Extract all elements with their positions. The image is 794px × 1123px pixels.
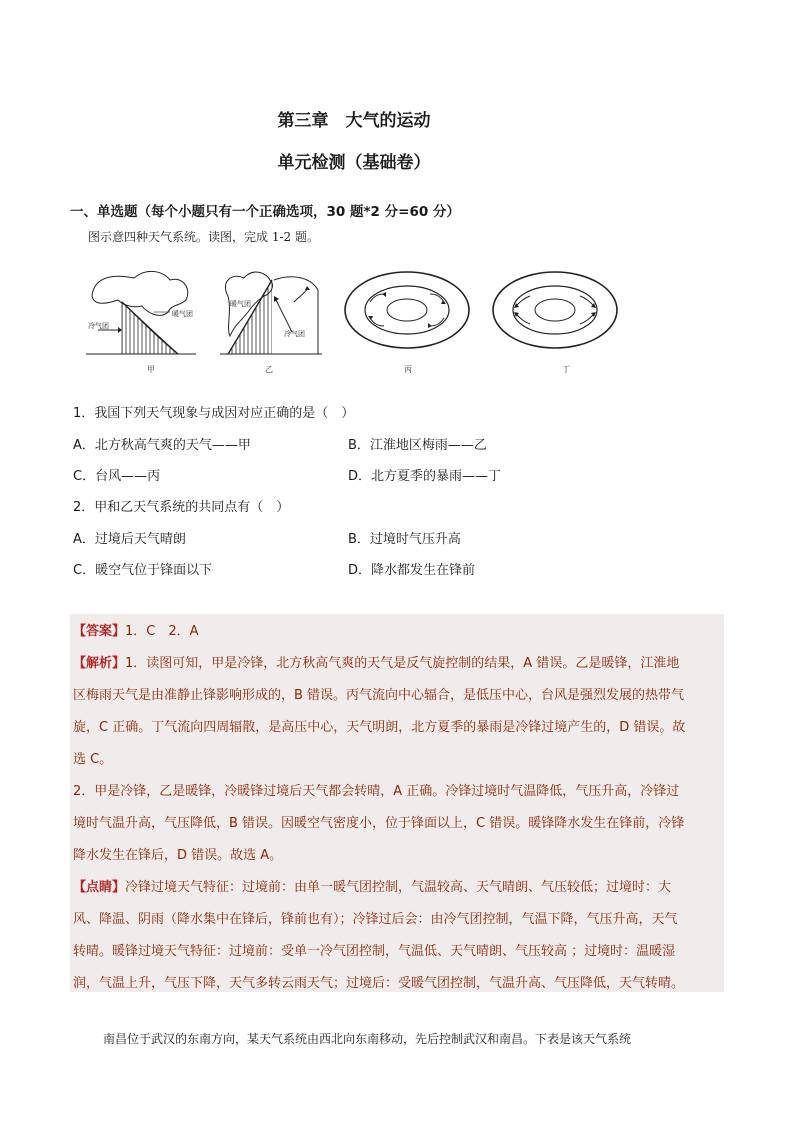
cold-front-diagram — [84, 266, 200, 362]
tip-tag: 【点睛】 — [73, 880, 126, 895]
analysis-line-7: 降水发生在锋后，D 错误。故选 A。 — [73, 848, 283, 863]
question-1-option-d[interactable]: D．北方夏季的暴雨——丁 — [348, 469, 502, 484]
section-heading: 一、单选题（每个小题只有一个正确选项，30 题*2 分=60 分） — [70, 204, 460, 220]
tip-text: 冷锋过境天气特征：过境前：由单一暖气团控制，气温较高、天气晴朗、气压较低；过境时：大 — [125, 880, 672, 895]
question-intro: 图示意四种天气系统。读图，完成 1-2 题。 — [88, 230, 319, 244]
question-2-option-a[interactable]: A．过境后天气晴朗 — [73, 532, 186, 547]
question-2-option-d[interactable]: D．降水都发生在锋前 — [348, 563, 476, 578]
tip-line-3: 转晴。暖锋过境天气特征：过境前：受单一冷气团控制，气温低、天气晴朗、气压较高 ；过境时：温暖湿 — [73, 944, 676, 959]
question-2-option-c[interactable]: C．暖空气位于锋面以下 — [73, 563, 213, 578]
analysis-text: 1．读图可知，甲是冷锋，北方秋高气爽的天气是反气旋控制的结果，A 错误。乙是暖锋，江淮地 — [125, 656, 680, 671]
analysis-line-3: 旋，C 正确。丁气流向四周辐散，是高压中心，天气明朗，北方夏季的暴雨是冷锋过境产生的，D 错误。故 — [73, 720, 686, 735]
analysis-line-5: 2．甲是冷锋，乙是暖锋，冷暖锋过境后天气都会转晴，A 正确。冷锋过境时气温降低，气压升高，冷锋过 — [73, 784, 680, 799]
tip-line-2: 风、降温、阴雨（降水集中在锋后，锋前也有）；冷锋过后会：由冷气团控制，气温下降，气压升高，天气 — [73, 912, 678, 927]
analysis-line-2: 区梅雨天气是由准静止锋影响形成的，B 错误。丙气流向中心辐合，是低压中心，台风是强烈发展的热带气 — [73, 688, 685, 703]
figure-label-yi: 乙 — [265, 365, 273, 374]
yi-warm-label: 暖气团 — [230, 300, 251, 308]
question-1-option-b[interactable]: B．江淮地区梅雨——乙 — [348, 438, 487, 453]
analysis-line-4: 选 C。 — [73, 752, 113, 767]
warm-front-diagram — [214, 266, 324, 362]
question-1-stem: 1．我国下列天气现象与成因对应正确的是（ ） — [73, 406, 355, 421]
figure-label-bing: 丙 — [404, 365, 412, 374]
analysis-line-6: 境时气温升高，气压降低，B 错误。因暖空气密度小，位于锋面以上，C 错误。暖锋降水发生在锋前，冷锋 — [73, 816, 685, 831]
question-2-option-b[interactable]: B．过境时气压升高 — [348, 532, 461, 547]
question-1-option-a[interactable]: A．北方秋高气爽的天气——甲 — [73, 438, 251, 453]
jia-warm-label: 暖气团 — [172, 310, 193, 318]
answer-text: 1．C 2．A — [125, 624, 199, 639]
question-1-option-c[interactable]: C．台风——丙 — [73, 469, 161, 484]
chapter-subtitle: 单元检测（基础卷） — [277, 153, 431, 173]
answer-tag: 【答案】 — [73, 624, 126, 639]
chapter-title: 第三章 大气的运动 — [277, 111, 431, 131]
figure-label-ding: 丁 — [562, 365, 570, 374]
cyclone-diagram — [342, 266, 472, 354]
question-2-stem: 2．甲和乙天气系统的共同点有（ ） — [73, 500, 290, 515]
analysis-line-1 — [73, 652, 679, 671]
figure-label-jia: 甲 — [147, 365, 155, 374]
yi-cold-label: 冷气团 — [284, 330, 305, 338]
analysis-tag: 【解析】 — [73, 656, 126, 671]
answer-line — [73, 620, 199, 639]
tip-line-4: 润，气温上升，气压下降，天气多转云雨天气；过境后：受暖气团控制，气温升高、气压降低，天气转晴。 — [73, 976, 685, 991]
jia-cold-label: 冷气团 — [88, 322, 109, 330]
tip-line-1 — [73, 876, 671, 895]
next-question-intro: 南昌位于武汉的东南方向，某天气系统由西北向东南移动，先后控制武汉和南昌。下表是该天气系统 — [103, 1032, 632, 1046]
anticyclone-diagram — [490, 266, 620, 354]
